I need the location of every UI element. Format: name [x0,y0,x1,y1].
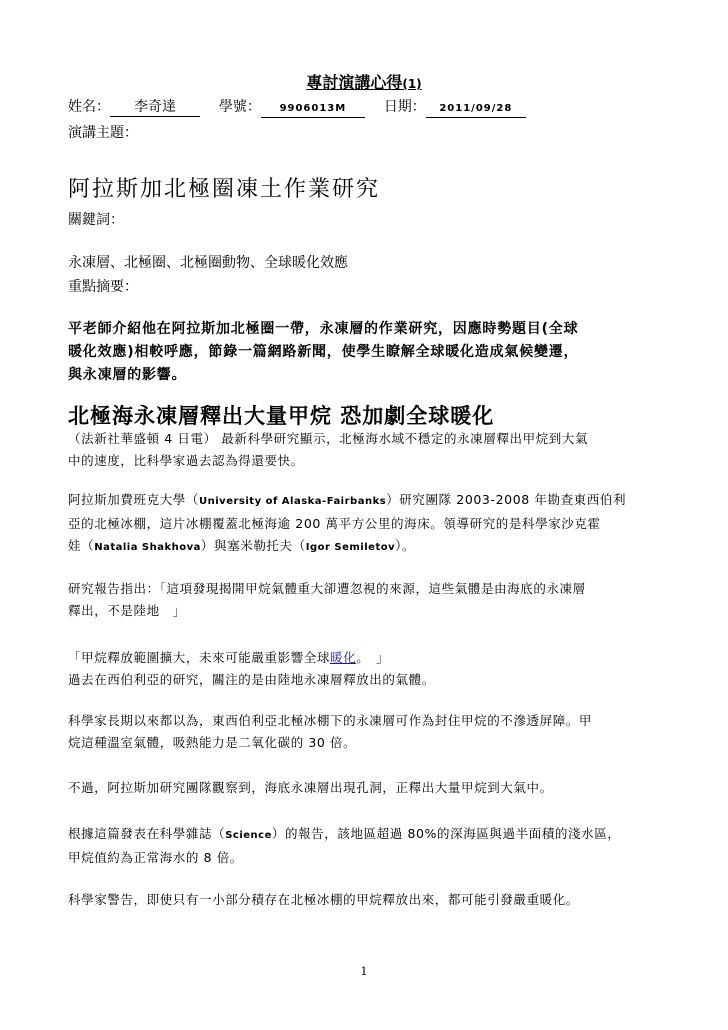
paragraph-line: 甲烷值約為正常海水的 8 倍。 [68,850,243,865]
summary-line: 平老師介紹他在阿拉斯加北極圈一帶，永凍層的作業研究，因應時勢題目(全球 [68,321,579,337]
info-row [68,96,526,118]
warming-link[interactable]: 暖化 [330,650,357,665]
paragraph-line: 過去在西伯利亞的研究，關注的是由陸地永凍層釋放出的氣體。 [68,672,435,687]
journal-name: Science [225,830,272,841]
article-paragraph-6 [68,777,668,799]
page-number: 1 [360,965,368,978]
summary-text [68,318,668,387]
paragraph-line: 科學家長期以來都以為，東西伯利亞北極冰棚下的永凍層可作為封住甲烷的不滲透屏障。甲 [68,713,593,728]
article-headline: 北極海永凍層釋出大量甲烷 恐加劇全球暖化 [68,404,495,428]
title-suffix: (1) [402,77,422,91]
article-paragraph-1 [68,428,668,472]
paragraph-line: （法新社華盛頓 4 日電） 最新科學研究顯示，北極海水域不穩定的永凍層釋出甲烷到大氣 [68,431,589,446]
text-span: ）的報告，該地區超過 80%的深海區與過半面積的淺水區， [271,826,621,841]
paragraph-line [68,647,668,669]
title-main: 專討演講心得 [306,73,403,92]
paragraph-line: 中的速度，比科學家過去認為得還要快。 [68,453,304,468]
article-paragraph-4 [68,647,668,691]
researcher-name-1: Natalia Shakhova [94,542,201,553]
name-label: 姓名： [68,99,110,115]
text-span: ）。 [395,538,416,553]
text-span: 根據這篇發表在科學雜誌（ [68,826,226,841]
researcher-name-2: Igor Semiletov [305,542,396,553]
text-span: 「甲烷釋放範圍擴大，未來可能嚴重影響全球 [68,650,331,665]
paragraph-line: 不過，阿拉斯加研究團隊觀察到，海底永凍層出現孔洞，正釋出大量甲烷到大氣中。 [68,780,553,795]
id-label: 學號： [218,99,261,115]
paragraph-line [68,489,668,513]
text-span: 阿拉斯加費班克大學（ [68,492,200,507]
date-label: 日期： [383,99,426,115]
university-name: University of Alaska-Fairbanks [199,496,387,507]
paragraph-line [68,535,668,559]
text-span: 娃（ [68,538,95,553]
paragraph-line [68,823,668,847]
name-value: 李奇達 [110,99,200,117]
topic-title: 阿拉斯加北極圈凍土作業研究 [68,177,381,202]
topic-label: 演講主題： [68,125,138,141]
text-span: 。 」 [356,650,390,665]
text-span: ）與塞米勒托夫（ [200,538,306,553]
summary-line: 與永凍層的影響。 [68,367,187,383]
article-paragraph-7 [68,823,668,869]
paragraph-line: 烷這種溫室氣體，吸熱能力是二氧化碳的 30 倍。 [68,735,357,750]
paragraph-line: 亞的北極冰棚，這片冰棚覆蓋北極海逾 200 萬平方公里的海床。領導研究的是科學家沙克霍 [68,516,601,531]
paragraph-line: 科學家警告，即使只有一小部分積存在北極冰棚的甲烷釋放出來，都可能引發嚴重暖化。 [68,892,579,907]
paragraph-line: 釋出，不是陸地 」 [68,603,186,618]
keywords-label: 關鍵詞： [68,212,124,228]
article-paragraph-8 [68,889,668,911]
article-paragraph-5 [68,710,668,754]
keywords: 永凍層、北極圈、北極圈動物、全球暖化效應 [68,255,348,271]
page-title [0,70,728,93]
summary-line: 暖化效應)相較呼應，節錄一篇網路新聞，使學生瞭解全球暖化造成氣候變遷， [68,344,579,360]
summary-label: 重點摘要： [68,279,138,295]
paragraph-line: 研究報告指出：「這項發現揭開甲烷氣體重大卻遭忽視的來源，這些氣體是由海底的永凍層 [68,581,586,596]
article-paragraph-3 [68,578,668,622]
date-value: 2011/09/28 [426,100,526,118]
text-span: ）研究團隊 2003-2008 年勘查東西伯利 [386,492,627,507]
article-paragraph-2 [68,489,668,559]
id-value: 9906013M [261,100,365,118]
